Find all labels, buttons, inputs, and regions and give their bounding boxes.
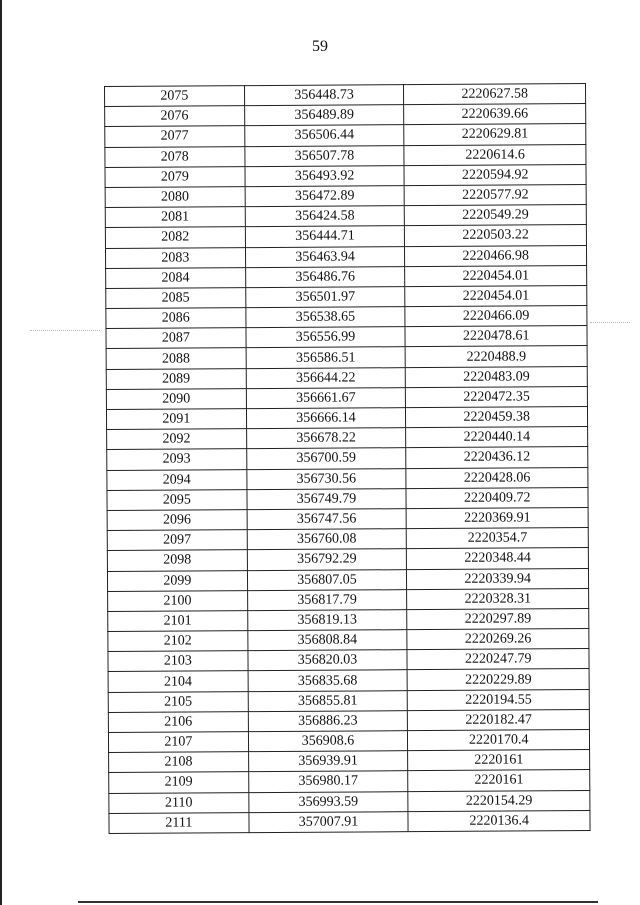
table-row <box>105 225 586 248</box>
y-coordinate-cell: 2220549.29 <box>405 205 587 226</box>
x-coordinate-cell: 356993.59 <box>248 791 408 812</box>
x-coordinate-cell: 356808.84 <box>247 630 407 651</box>
point-id-cell: 2100 <box>108 590 248 611</box>
table-row <box>106 306 587 329</box>
point-id-cell: 2102 <box>108 631 248 652</box>
x-coordinate-cell: 356792.29 <box>247 549 407 570</box>
x-coordinate-cell: 356463.94 <box>245 246 405 267</box>
y-coordinate-cell: 2220503.22 <box>405 225 587 246</box>
table-row <box>107 568 588 591</box>
x-coordinate-cell: 356661.67 <box>246 387 406 408</box>
x-coordinate-cell: 356819.13 <box>247 610 407 631</box>
x-coordinate-cell: 356586.51 <box>246 347 406 368</box>
x-coordinate-cell: 356448.73 <box>244 85 404 106</box>
y-coordinate-cell: 2220466.98 <box>405 245 587 266</box>
y-coordinate-cell: 2220170.4 <box>408 730 590 751</box>
table-row <box>108 649 589 672</box>
scan-mark-left <box>30 330 100 332</box>
x-coordinate-cell: 356506.44 <box>244 125 404 146</box>
x-coordinate-cell: 356760.08 <box>247 529 407 550</box>
y-coordinate-cell: 2220454.01 <box>405 265 587 286</box>
x-coordinate-cell: 356807.05 <box>247 569 407 590</box>
point-id-cell: 2094 <box>107 469 247 490</box>
y-coordinate-cell: 2220154.29 <box>408 790 590 811</box>
y-coordinate-cell: 2220247.79 <box>407 649 589 670</box>
y-coordinate-cell: 2220627.58 <box>404 84 586 105</box>
table-row <box>109 750 590 773</box>
x-coordinate-cell: 357007.91 <box>249 811 409 832</box>
x-coordinate-cell: 356501.97 <box>245 287 405 308</box>
point-id-cell: 2097 <box>107 530 247 551</box>
x-coordinate-cell: 356538.65 <box>245 307 405 328</box>
x-coordinate-cell: 356886.23 <box>248 710 408 731</box>
table-row <box>105 164 586 187</box>
x-coordinate-cell: 356980.17 <box>248 771 408 792</box>
point-id-cell: 2085 <box>106 288 246 309</box>
table-row <box>106 407 587 430</box>
point-id-cell: 2083 <box>105 247 245 268</box>
x-coordinate-cell: 356855.81 <box>248 690 408 711</box>
y-coordinate-cell: 2220161 <box>408 770 590 791</box>
y-coordinate-cell: 2220472.35 <box>406 386 588 407</box>
x-coordinate-cell: 356908.6 <box>248 731 408 752</box>
y-coordinate-cell: 2220409.72 <box>406 487 588 508</box>
table-row <box>105 245 586 268</box>
table-row <box>106 366 587 389</box>
point-id-cell: 2103 <box>108 651 248 672</box>
y-coordinate-cell: 2220488.9 <box>405 346 587 367</box>
table-row <box>106 265 587 288</box>
table-row <box>105 205 586 228</box>
point-id-cell: 2092 <box>107 429 247 450</box>
y-coordinate-cell: 2220136.4 <box>408 810 590 831</box>
y-coordinate-cell: 2220354.7 <box>407 528 589 549</box>
y-coordinate-cell: 2220483.09 <box>406 366 588 387</box>
x-coordinate-cell: 356644.22 <box>246 367 406 388</box>
table-row <box>106 326 587 349</box>
point-id-cell: 2075 <box>105 86 245 107</box>
point-id-cell: 2091 <box>106 409 246 430</box>
point-id-cell: 2108 <box>109 752 249 773</box>
table-row <box>105 184 586 207</box>
x-coordinate-cell: 356820.03 <box>248 650 408 671</box>
table-row <box>107 548 588 571</box>
table-row <box>106 285 587 308</box>
point-id-cell: 2110 <box>109 792 249 813</box>
table-row <box>106 346 587 369</box>
y-coordinate-cell: 2220614.6 <box>404 144 586 165</box>
x-coordinate-cell: 356486.76 <box>245 266 405 287</box>
scan-mark-right <box>590 322 630 324</box>
table-row <box>107 447 588 470</box>
y-coordinate-cell: 2220436.12 <box>406 447 588 468</box>
y-coordinate-cell: 2220440.14 <box>406 427 588 448</box>
point-id-cell: 2095 <box>107 489 247 510</box>
table-row <box>107 467 588 490</box>
table-row <box>105 124 586 147</box>
x-coordinate-cell: 356747.56 <box>247 509 407 530</box>
table-row <box>107 507 588 530</box>
y-coordinate-cell: 2220328.31 <box>407 588 589 609</box>
table-row <box>108 709 589 732</box>
point-id-cell: 2111 <box>109 812 249 833</box>
point-id-cell: 2107 <box>108 732 248 753</box>
table-row <box>108 588 589 611</box>
point-id-cell: 2099 <box>107 570 247 591</box>
table-row <box>108 629 589 652</box>
table-row <box>108 730 589 753</box>
table-row <box>107 487 588 510</box>
table-row <box>107 528 588 551</box>
y-coordinate-cell: 2220369.91 <box>406 507 588 528</box>
point-id-cell: 2101 <box>108 611 248 632</box>
point-id-cell: 2096 <box>107 510 247 531</box>
table-row <box>105 84 586 107</box>
point-id-cell: 2077 <box>105 126 245 147</box>
table-row <box>109 770 590 793</box>
point-id-cell: 2081 <box>105 207 245 228</box>
y-coordinate-cell: 2220348.44 <box>407 548 589 569</box>
y-coordinate-cell: 2220629.81 <box>404 124 586 145</box>
point-id-cell: 2088 <box>106 348 246 369</box>
point-id-cell: 2089 <box>106 368 246 389</box>
point-id-cell: 2109 <box>109 772 249 793</box>
point-id-cell: 2106 <box>108 711 248 732</box>
page-number: 59 <box>312 38 328 55</box>
scan-bottom-edge <box>78 901 598 903</box>
y-coordinate-cell: 2220459.38 <box>406 407 588 428</box>
point-id-cell: 2093 <box>107 449 247 470</box>
x-coordinate-cell: 356444.71 <box>245 226 405 247</box>
y-coordinate-cell: 2220194.55 <box>408 689 590 710</box>
point-id-cell: 2078 <box>105 146 245 167</box>
x-coordinate-cell: 356493.92 <box>245 165 405 186</box>
table-row <box>108 669 589 692</box>
point-id-cell: 2086 <box>106 308 246 329</box>
y-coordinate-cell: 2220182.47 <box>408 709 590 730</box>
table-row <box>107 427 588 450</box>
x-coordinate-cell: 356835.68 <box>248 670 408 691</box>
x-coordinate-cell: 356700.59 <box>246 448 406 469</box>
y-coordinate-cell: 2220478.61 <box>405 326 587 347</box>
point-id-cell: 2084 <box>106 267 246 288</box>
scan-left-edge <box>0 0 2 905</box>
point-id-cell: 2076 <box>105 106 245 127</box>
table-row <box>109 790 590 813</box>
x-coordinate-cell: 356939.91 <box>248 751 408 772</box>
point-id-cell: 2098 <box>107 550 247 571</box>
point-id-cell: 2079 <box>105 166 245 187</box>
y-coordinate-cell: 2220639.66 <box>404 104 586 125</box>
point-id-cell: 2105 <box>108 691 248 712</box>
y-coordinate-cell: 2220454.01 <box>405 285 587 306</box>
y-coordinate-cell: 2220229.89 <box>407 669 589 690</box>
coordinate-table <box>104 83 591 834</box>
y-coordinate-cell: 2220297.89 <box>407 608 589 629</box>
x-coordinate-cell: 356507.78 <box>244 145 404 166</box>
point-id-cell: 2087 <box>106 328 246 349</box>
x-coordinate-cell: 356730.56 <box>246 468 406 489</box>
table-row <box>108 689 589 712</box>
x-coordinate-cell: 356489.89 <box>244 105 404 126</box>
x-coordinate-cell: 356556.99 <box>246 327 406 348</box>
table-row <box>105 104 586 127</box>
x-coordinate-cell: 356817.79 <box>247 589 407 610</box>
point-id-cell: 2080 <box>105 187 245 208</box>
table-row <box>105 144 586 167</box>
y-coordinate-cell: 2220161 <box>408 750 590 771</box>
table-row <box>108 608 589 631</box>
y-coordinate-cell: 2220339.94 <box>407 568 589 589</box>
point-id-cell: 2104 <box>108 671 248 692</box>
table-row <box>106 386 587 409</box>
y-coordinate-cell: 2220594.92 <box>404 164 586 185</box>
table-row <box>109 810 590 833</box>
y-coordinate-cell: 2220269.26 <box>407 629 589 650</box>
point-id-cell: 2090 <box>106 388 246 409</box>
x-coordinate-cell: 356749.79 <box>247 488 407 509</box>
x-coordinate-cell: 356424.58 <box>245 206 405 227</box>
y-coordinate-cell: 2220577.92 <box>405 184 587 205</box>
x-coordinate-cell: 356666.14 <box>246 408 406 429</box>
x-coordinate-cell: 356472.89 <box>245 186 405 207</box>
coordinate-table-body <box>105 84 591 834</box>
y-coordinate-cell: 2220466.09 <box>405 306 587 327</box>
point-id-cell: 2082 <box>105 227 245 248</box>
x-coordinate-cell: 356678.22 <box>246 428 406 449</box>
y-coordinate-cell: 2220428.06 <box>406 467 588 488</box>
